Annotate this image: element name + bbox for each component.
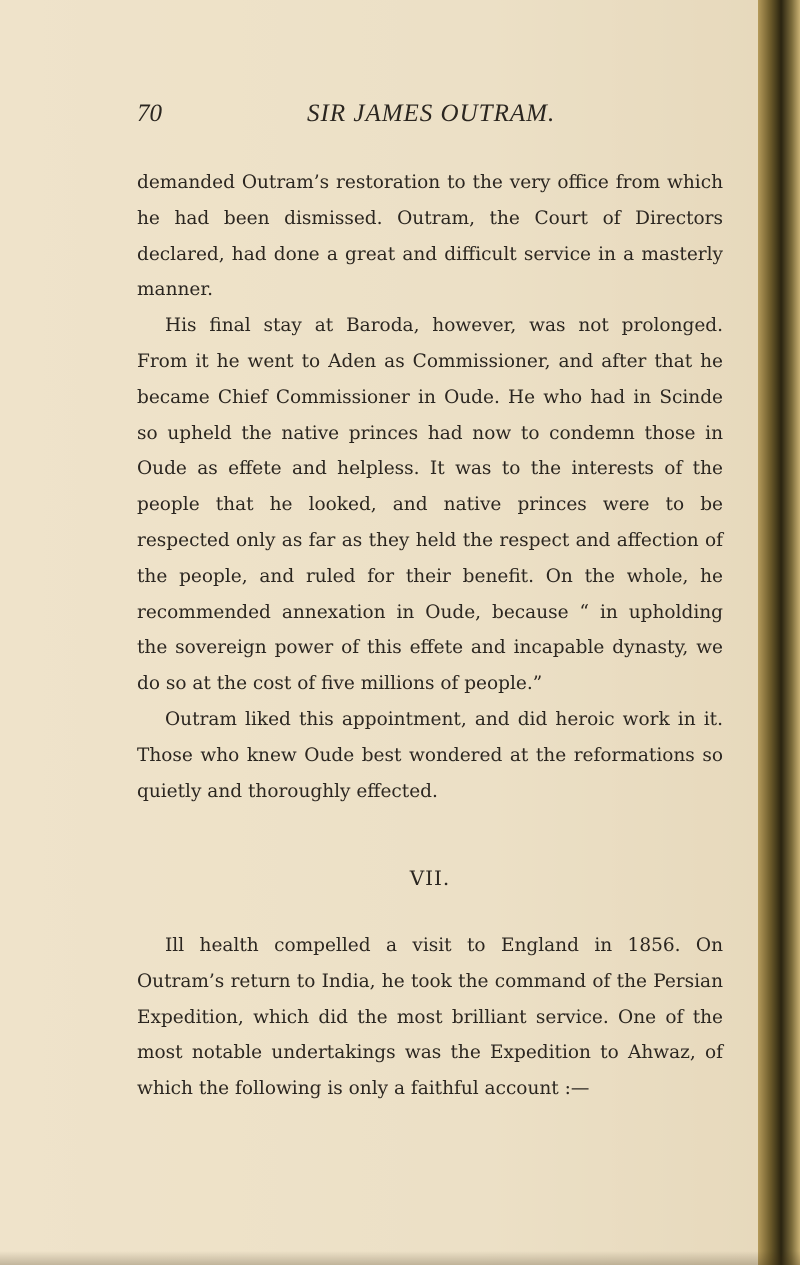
body-text bbox=[137, 165, 723, 809]
paragraph: His final stay at Baroda, however, was not prolonged. From it he went to Aden as Commissioner, and after that he became Chief Commissioner in Oude. He who had in Scinde so upheld the native princes had now to condemn those in Oude as effete and helpless. It was to the interests of the people that he looked, and native princes were to be respected only as far as they held the respect and affection of the people, and ruled for their benefit. On the whole, he recommended annexation in Oude, because “ in upholding the sovereign power of this effete and incapable dynasty, we do so at the cost of five millions of people.” bbox=[137, 315, 723, 695]
page-number: 70 bbox=[137, 100, 162, 127]
paragraph: Ill health compelled a visit to England in 1856. On Outram’s return to India, he took the command of the Persian Expedition, which did the most brilliant service. One of the most notable undertakings was the Expedition to Ahwaz, of which the following is only a faithful account :— bbox=[137, 935, 723, 1100]
paragraph-continued: demanded Outram’s restoration to the very office from which he had been dismissed. Outram, the Court of Directors declared, had done a great and difficult service in a masterly manner. bbox=[137, 172, 723, 301]
page-header bbox=[137, 100, 717, 140]
book-spine-edge bbox=[758, 0, 800, 1265]
paragraph: Outram liked this appointment, and did heroic work in it. Those who knew Oude best wondered at the reformations so quietly and thoroughly effected. bbox=[137, 708, 723, 802]
page-bottom-shadow bbox=[0, 1251, 800, 1265]
section-body-text bbox=[137, 928, 723, 1107]
section-heading: VII. bbox=[409, 866, 451, 890]
running-head: SIR JAMES OUTRAM. bbox=[307, 100, 556, 127]
